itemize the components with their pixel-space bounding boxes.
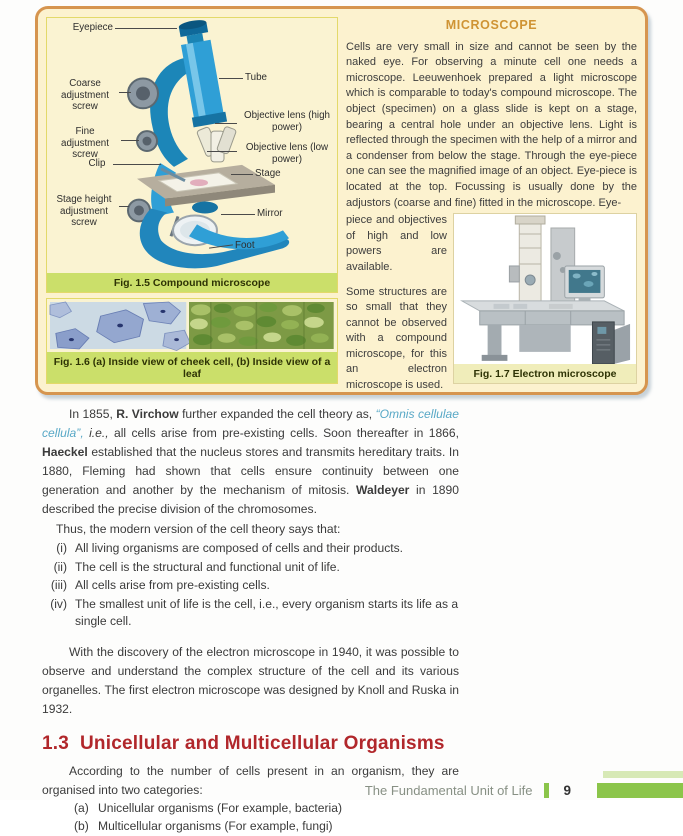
label-line [121,140,139,141]
figure-1-5-caption: Fig. 1.5 Compound microscope [47,273,337,292]
diagram-label-foot: Foot [235,240,255,251]
text-run: In 1855, [69,407,117,421]
text-run-bold: R. Virchow [116,407,179,421]
diagram-label-stage-height-adjustment-screw: Stage height adjustment screw [56,194,112,228]
list-item [74,800,459,817]
list-item [42,540,459,558]
label-line [231,174,253,175]
paragraph-cell-theory-history [42,405,459,519]
figure-cell-views [46,298,338,384]
infobox-paragraph-side: piece and objectives of high and low powers are available. [346,214,447,273]
diagram-label-stage: Stage [255,168,281,179]
page-footer [365,783,683,798]
label-line [113,164,161,165]
list-item-number: (b) [74,819,89,834]
chapter-title: The Fundamental Unit of Life [364,783,533,798]
text-run: further expanded the cell theory as, [178,407,376,421]
list-item-text: Unicellular organisms (For example, bacteria) [98,800,342,815]
diagram-label-mirror: Mirror [257,208,283,219]
microscope-infobox [35,6,648,395]
leaf-image [189,302,334,349]
diagram-label-eyepiece: Eyepiece [72,22,113,33]
label-line [219,78,243,79]
text-run-italic: i.e., [83,426,109,440]
diagram-label-tube: Tube [245,72,267,83]
section-heading [42,734,459,753]
microscope-diagram [47,18,337,273]
list-item [74,818,459,835]
label-line [221,214,255,215]
paragraph-categories: According to the number of cells present in an organism, they are organised into two categories: [42,763,459,797]
list-item-text: All cells arise from pre-existing cells. [75,578,270,593]
cell-theory-list [42,540,459,631]
body-text [42,405,459,836]
text-run-latin-quote: “Omnis cellulae cellula”, [42,407,459,440]
figure-electron-microscope [453,213,637,384]
list-item-number: (i) [56,541,67,555]
label-line [119,206,129,207]
label-line [119,92,131,93]
infobox-paragraph-side2: Some structures are so small that they cannot be observed with a compound microscope, for this an electron microscope is used. [346,285,447,392]
list-item [42,559,459,577]
list-item-number: (iv) [50,596,67,611]
list-item-text: Multicellular organisms (For example, fungi) [98,819,333,834]
label-line [115,28,177,29]
paragraph-electron-microscope: With the discovery of the electron microscope in 1940, it was possible to observe and understand the complex structure of the cell and its various organelles. The first electron microscope was designed by Knoll and Ruska in 1932. [42,644,459,716]
footer-green-tick [544,783,549,798]
list-item-number: (a) [74,800,89,815]
diagram-label-fine-adjustment-screw: Fine adjustment screw [61,126,109,160]
text-run-bold: Haeckel [42,445,88,459]
section-number: 1.3 [42,732,70,754]
diagram-label-coarse-adjustment-screw: Coarse adjustment screw [61,78,109,112]
infobox-title: MICROSCOPE [445,18,538,32]
list-item [42,596,459,631]
cheek-cell-image [50,302,186,349]
electron-microscope-image [454,214,636,364]
figure-compound-microscope [46,17,338,293]
text-run-bold: Waldeyer [356,483,410,497]
organism-categories-list [74,800,459,835]
diagram-label-objective-high: Objective lens (high power) [243,110,331,133]
page-number: 9 [563,783,571,798]
label-line [207,151,237,152]
list-item [42,577,459,595]
footer-light-bar [603,771,683,778]
text-run: in 1890 described the precise division of the chromosomes. [42,483,459,516]
infobox-paragraph-main: Cells are very small in size and cannot be seen by the naked eye. For observing a minute cell one needs a microscope. Leeuwenhoek prepared a light microscope which is comparable to today's compound microscope. The object (specimen) on a glass slide is kept on a stage, bearing a central hole under an objective lens. Light is reflected through the specimen with the help of a mirror and a condenser from below the stage. Through the eye-piece one can see the magnified image of an object. Eye-piece is located at the top. Focussing is usually done by the adjustors (coarse and fine) fitted in the microscope. Eye- [346,40,637,209]
figure-1-6-caption: Fig. 1.6 (a) Inside view of cheek cell, (b) Inside view of a leaf [47,352,337,383]
section-title: Unicellular and Multicellular Organisms [80,732,445,754]
list-item-text: All living organisms are composed of cells and their products. [75,541,404,555]
list-item-number: (ii) [53,559,67,574]
figure-1-7-caption: Fig. 1.7 Electron microscope [454,364,636,383]
cell-theory-intro: Thus, the modern version of the cell theory says that: [56,522,341,536]
text-run: all cells arise from pre-existing cells. Soon thereafter in 1866, [108,426,459,440]
list-item-text: The cell is the structural and functional unit of life. [75,559,340,574]
diagram-label-objective-low: Objective lens (low power) [245,142,329,165]
list-item-number: (iii) [50,578,67,593]
list-item-text: The smallest unit of life is the cell, i.e., every organism starts its life as a single cell. [75,596,459,629]
footer-green-bar [597,783,683,798]
label-line [215,123,237,124]
text-run: established that the nucleus stores and transmits hereditary traits. In 1880, Fleming had shown that cells ensure continuity between one generation and another by the mechanism of mitosis. [42,445,459,497]
diagram-label-clip: Clip [88,158,106,169]
